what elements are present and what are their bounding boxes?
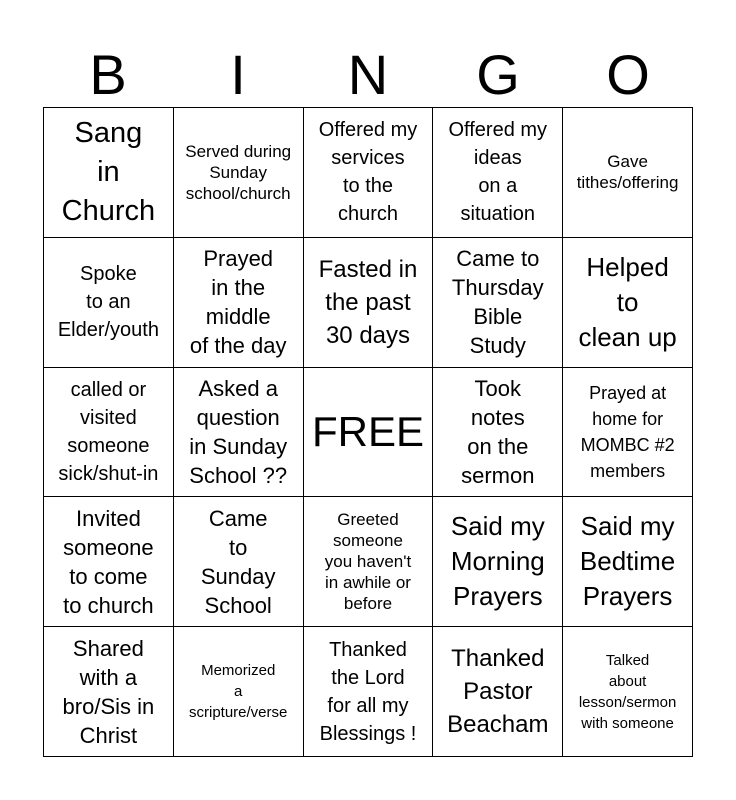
bingo-cell: Came to Sunday School — [174, 497, 304, 627]
bingo-cell: Said my Bedtime Prayers — [563, 497, 693, 627]
bingo-cell: Took notes on the sermon — [433, 368, 563, 498]
header-letter-i: I — [230, 43, 246, 106]
bingo-cell: Fasted in the past 30 days — [304, 238, 434, 368]
bingo-cell: Sang in Church — [44, 108, 174, 238]
bingo-cell: Shared with a bro/Sis in Christ — [44, 627, 174, 757]
header-letter-n: N — [347, 43, 389, 106]
bingo-cell: Thanked the Lord for all my Blessings ! — [304, 627, 434, 757]
bingo-grid — [43, 107, 693, 757]
header-letter-g: G — [476, 43, 520, 106]
bingo-cell: Greeted someone you haven't in awhile or before — [304, 497, 434, 627]
bingo-cell: Said my Morning Prayers — [433, 497, 563, 627]
bingo-cell: Prayed in the middle of the day — [174, 238, 304, 368]
bingo-cell: Asked a question in Sunday School ?? — [174, 368, 304, 498]
bingo-cell: Spoke to an Elder/youth — [44, 238, 174, 368]
bingo-cell: Gave tithes/offering — [563, 108, 693, 238]
bingo-cell: Served during Sunday school/church — [174, 108, 304, 238]
bingo-cell: called or visited someone sick/shut-in — [44, 368, 174, 498]
free-cell: FREE — [304, 368, 434, 498]
bingo-header — [43, 40, 693, 110]
bingo-cell: Prayed at home for MOMBC #2 members — [563, 368, 693, 498]
bingo-cell: Offered my ideas on a situation — [433, 108, 563, 238]
bingo-cell: Helped to clean up — [563, 238, 693, 368]
header-letter-b: B — [89, 43, 127, 106]
header-letter-o: O — [606, 43, 650, 106]
bingo-cell: Invited someone to come to church — [44, 497, 174, 627]
bingo-cell: Talked about lesson/sermon with someone — [563, 627, 693, 757]
bingo-cell: Memorized a scripture/verse — [174, 627, 304, 757]
bingo-cell: Thanked Pastor Beacham — [433, 627, 563, 757]
bingo-cell: Offered my services to the church — [304, 108, 434, 238]
bingo-cell: Came to Thursday Bible Study — [433, 238, 563, 368]
